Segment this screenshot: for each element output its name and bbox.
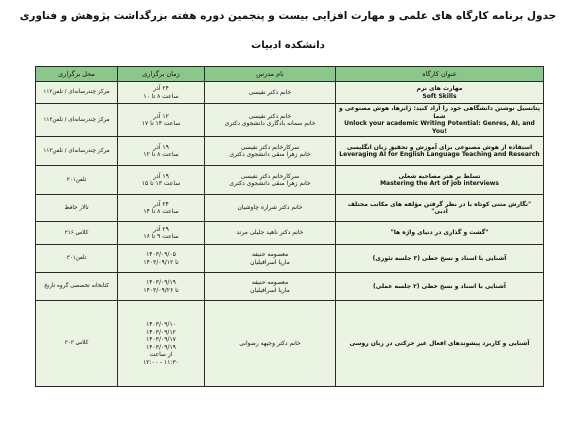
cell-location xyxy=(36,301,118,387)
cell-title xyxy=(336,301,544,387)
cell-time-line: ساعت ۹ تا ۱۶ xyxy=(143,233,179,240)
table-row xyxy=(36,82,544,104)
cell-title-line: آشنایی با اسناد و نسخ خطی (۳ جلسه تئوری) xyxy=(372,254,507,262)
cell-time xyxy=(118,195,205,222)
cell-time-line: ساعت ۸ تا ۱۰ xyxy=(143,92,179,100)
cell-time-line: ۱۴۰۳/۰۹/۱۲ xyxy=(146,328,176,336)
table-row xyxy=(36,166,544,195)
cell-instructor xyxy=(205,195,336,222)
cell-time xyxy=(118,273,205,301)
cell-time-line: تا ۱۴۰۳/۰۹/۲۶ xyxy=(143,286,179,294)
table-row xyxy=(36,137,544,166)
cell-title-line: مهارت های نرم xyxy=(416,85,463,92)
cell-time-line: تا ۱۴۰۳/۰۹/۱۲ xyxy=(143,258,179,266)
cell-time-line: ۱۹ آذر xyxy=(153,143,169,151)
cell-title-line: آشنایی و کاربرد پیشوندهای افعال غیر حرکتی در زبان روسی xyxy=(349,339,530,347)
cell-instructor xyxy=(205,166,336,195)
cell-instructor xyxy=(205,82,336,104)
cell-title xyxy=(336,166,544,195)
cell-time-line: ۲۴ آذر xyxy=(153,200,169,208)
cell-time-line: ساعت ۱۳ تا ۱۵ xyxy=(141,180,181,187)
table-row xyxy=(36,195,544,222)
cell-location xyxy=(36,166,118,195)
cell-instructor xyxy=(205,245,336,273)
cell-title-line: Unlock your academic Writing Potential: Genres, AI, and You! xyxy=(344,120,535,135)
cell-title-line: Mastering the Art of job interviews xyxy=(380,180,499,187)
cell-time-line: ۱۲ آذر xyxy=(153,112,169,120)
cell-time xyxy=(118,166,205,195)
cell-time xyxy=(118,137,205,166)
cell-instructor xyxy=(205,222,336,245)
cell-time-line: ۱۴۰۳/۰۹/۱۷ xyxy=(146,336,176,343)
cell-instructor xyxy=(205,301,336,387)
cell-location xyxy=(36,104,118,137)
cell-time xyxy=(118,104,205,137)
cell-location-line: کلاس ۲۱۶ xyxy=(64,229,89,236)
cell-time-line: ۱۴۰۳/۰۹/۱۰ xyxy=(146,321,176,328)
cell-time-line: ۲۹ آذر xyxy=(153,225,169,233)
table-row xyxy=(36,222,544,245)
cell-instructor-line: سرکارخانم دکتر نفیسی xyxy=(240,143,300,151)
page-subtitle: دانشکده ادبیات xyxy=(251,40,325,51)
cell-instructor-line: سرکارخانم دکتر نفیسی xyxy=(240,172,300,180)
cell-location-line: مرکز چندرسانه‌ای / تلفن۱۱۳ xyxy=(43,89,110,95)
cell-instructor-line: خانم دکتر نفیسی xyxy=(248,112,292,120)
cell-instructor-line: ماریا اسرافیلیان xyxy=(250,258,290,266)
cell-title xyxy=(336,82,544,104)
cell-location xyxy=(36,273,118,301)
cell-time-line: ۱۴۰۳/۰۹/۱۹ xyxy=(146,343,176,351)
cell-location-line: مرکز چندرسانه‌ای / تلفن۱۱۳ xyxy=(43,147,110,154)
cell-title-line: "گشت و گذاری در دنیای واژه ها" xyxy=(390,229,489,237)
cell-title xyxy=(336,195,544,222)
cell-location xyxy=(36,222,118,245)
cell-location xyxy=(36,82,118,104)
cell-time xyxy=(118,301,205,387)
table-row xyxy=(36,273,544,301)
column-header-title: عنوان کارگاه xyxy=(336,67,544,82)
cell-instructor-line: ماریا اسرافیلیان xyxy=(250,286,290,294)
column-header-time: زمان برگزاری xyxy=(118,67,205,82)
cell-instructor-line: معصومه حنیفه xyxy=(251,279,289,286)
cell-time-line: ساعت ۸ تا ۱۲ xyxy=(143,151,179,158)
cell-time-line: ساعت ۸ تا ۱۴ xyxy=(143,208,179,215)
column-header-instructor: نام مدرس xyxy=(205,67,336,82)
cell-time xyxy=(118,82,205,104)
table-row xyxy=(36,104,544,137)
cell-time-line: ۱۱:۳۰ - ۱۲:۰۰ xyxy=(143,358,179,366)
workshop-schedule-table xyxy=(35,66,544,387)
cell-location-line: تالار حافظ xyxy=(64,204,89,211)
cell-location-line: تلفن۳۰۱ xyxy=(66,255,87,261)
cell-title-line: Leveraging AI for English Language Teaching and Research xyxy=(339,151,540,158)
cell-instructor-line: خانم زهرا منقی دانشجوی دکتری xyxy=(229,180,311,187)
cell-instructor xyxy=(205,273,336,301)
cell-time-line: ساعت ۱۴ تا ۱۷ xyxy=(141,120,181,127)
cell-location xyxy=(36,137,118,166)
cell-title-line: آشنایی با اسناد و نسخ خطی (۲ جلسه عملی) xyxy=(373,282,506,290)
cell-location-line: مرکز چندرسانه‌ای / تلفن۱۱۳ xyxy=(43,116,110,123)
cell-time-line: ۱۴۰۳/۰۹/۰۵ xyxy=(146,251,176,258)
table-header-row xyxy=(36,67,544,82)
cell-instructor-line: خانم دکتر نفیسی xyxy=(248,88,292,96)
cell-location-line: کتابخانه تخصصی گروه تاریخ xyxy=(44,283,109,289)
cell-title xyxy=(336,222,544,245)
cell-title-line: پتانسیل نوشتن دانشگاهی خود را آزاد کنید: ژانرها، هوش مصنوعی و شما xyxy=(339,105,540,120)
table-row xyxy=(36,245,544,273)
cell-instructor-line: خانم دکتر وجیهه رضوانی xyxy=(239,339,301,347)
cell-location-line: تلفن۲۰۱ xyxy=(66,176,87,183)
table-row xyxy=(36,301,544,387)
cell-location xyxy=(36,245,118,273)
cell-title xyxy=(336,137,544,166)
cell-location-line: کلاس ۳۰۳ xyxy=(64,340,89,346)
cell-time-line: ۱۹ آذر xyxy=(153,172,169,180)
cell-title-line: Soft Skills xyxy=(422,92,457,100)
cell-instructor-line: خانم زهرا منقی دانشجوی دکتری xyxy=(229,151,311,158)
column-header-location: محل برگزاری xyxy=(36,67,118,82)
cell-instructor xyxy=(205,137,336,166)
cell-title xyxy=(336,104,544,137)
cell-instructor-line: معصومه حنیفه xyxy=(251,251,289,258)
cell-time-line: ۲۴ آذر xyxy=(153,85,169,92)
cell-location xyxy=(36,195,118,222)
cell-instructor xyxy=(205,104,336,137)
page-title: جدول برنامه کارگاه های علمی و مهارت افزایی بیست و پنجمین دوره هفته بزرگداشت پژوهش و فناوری xyxy=(19,10,557,22)
cell-time xyxy=(118,222,205,245)
cell-time xyxy=(118,245,205,273)
cell-instructor-line: خانم دکتر ناهید جلیلی مرند xyxy=(236,229,304,237)
cell-time-line: ۱۴۰۳/۰۹/۱۹ xyxy=(146,279,176,286)
cell-title-line: استفاده از هوش مصنوعی برای آموزش و تحقیق زبان انگلیسی xyxy=(346,143,533,151)
cell-time-line: از ساعت xyxy=(149,351,173,358)
cell-title xyxy=(336,273,544,301)
cell-instructor-line: خانم دکتر شراره چاوشیان xyxy=(237,204,303,212)
cell-title-line: "نگارش متنی کوتاه با در نظر گرفتن مؤلفه های مکاتب مختلف ادبی" xyxy=(347,200,532,215)
cell-instructor-line: خانم سمانه بادگاری دانشجوی دکتری xyxy=(224,120,316,127)
cell-title-line: تسلط بر هنر مصاحبه شغلی xyxy=(398,172,481,180)
cell-title xyxy=(336,245,544,273)
